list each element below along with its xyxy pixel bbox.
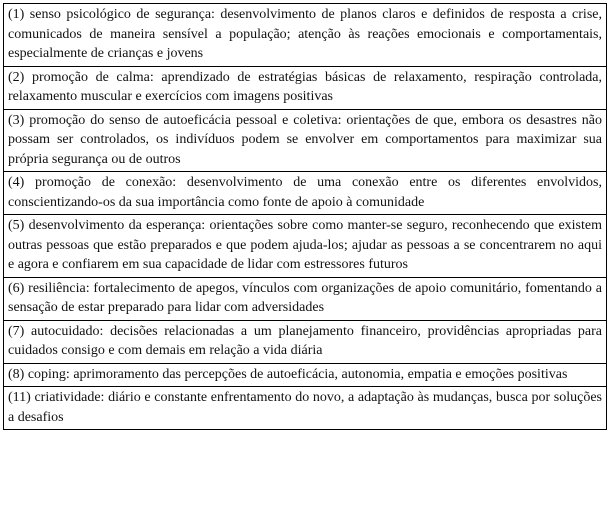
table-cell-self-care: (7) autocuidado: decisões relacionadas a um planejamento financeiro, providências apropriadas para cuidados consigo e com demais em relação a vida diária <box>4 320 607 363</box>
table-cell-coping: (8) coping: aprimoramento das percepções de autoeficácia, autonomia, empatia e emoções positivas <box>4 363 607 387</box>
table-row <box>4 4 607 67</box>
table-row <box>4 66 607 109</box>
table-cell-resilience: (6) resiliência: fortalecimento de apegos, vínculos com organizações de apoio comunitário, fomentando a sensação de estar preparado para lidar com adversidades <box>4 277 607 320</box>
table-cell-self-efficacy: (3) promoção do senso de autoeficácia pessoal e coletiva: orientações de que, embora os desastres não possam ser controlados, os indivíduos podem se envolver em comportamentos para maximizar sua própria segurança ou de outros <box>4 109 607 172</box>
table-row <box>4 387 607 430</box>
table-cell-hope: (5) desenvolvimento da esperança: orientações sobre como manter-se seguro, reconhecendo que existem outras pessoas que estão preparados e que podem ajuda-los; ajudar as pessoas a se concentrarem no aqui e agora e confiarem em sua capacidade de lidar com estressores futuros <box>4 215 607 278</box>
table-cell-security: (1) senso psicológico de segurança: desenvolvimento de planos claros e definidos de resposta a crise, comunicados de maneira sensível a população; atenção às reações emocionais e comportamentais, especialmente de crianças e jovens <box>4 4 607 67</box>
table-row <box>4 215 607 278</box>
table-row <box>4 277 607 320</box>
strategies-table <box>3 3 607 430</box>
table-cell-calm: (2) promoção de calma: aprendizado de estratégias básicas de relaxamento, respiração controlada, relaxamento muscular e exercícios com imagens positivas <box>4 66 607 109</box>
table-cell-connection: (4) promoção de conexão: desenvolvimento de uma conexão entre os diferentes envolvidos, conscientizando-os da sua importância como fonte de apoio à comunidade <box>4 172 607 215</box>
table-row <box>4 172 607 215</box>
table-row <box>4 320 607 363</box>
table-row <box>4 109 607 172</box>
table-cell-creativity: (11) criatividade: diário e constante enfrentamento do novo, a adaptação às mudanças, busca por soluções a desafios <box>4 387 607 430</box>
table-row <box>4 363 607 387</box>
